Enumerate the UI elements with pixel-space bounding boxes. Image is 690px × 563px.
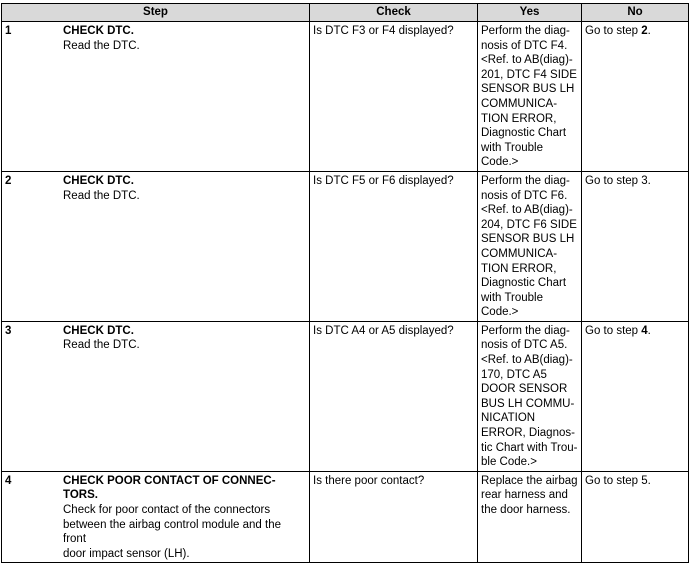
- no-prefix: Go to step: [585, 324, 642, 337]
- header-step: Step: [2, 4, 310, 22]
- step-title: CHECK DTC.: [63, 25, 134, 37]
- no-cell: [582, 171, 689, 321]
- step-number: 1: [5, 25, 12, 37]
- step-cell: [2, 22, 310, 172]
- step-title: CHECK POOR CONTACT OF CONNEC- TORS.: [63, 474, 276, 502]
- yes-cell: Replace the airbag rear harness and the door harness.: [478, 471, 582, 563]
- yes-cell: Perform the diag- nosis of DTC F4. <Ref. to AB(diag)- 201, DTC F4 SIDE SENSOR BUS LH COMMUNICA- TION ERROR, Diagnostic Chart with Trouble Code.>: [478, 22, 582, 172]
- no-step-link[interactable]: 4: [641, 324, 648, 337]
- header-row: [2, 4, 689, 22]
- no-suffix: .: [647, 174, 651, 187]
- table-row: [2, 471, 689, 563]
- step-number: 2: [5, 174, 12, 187]
- check-cell: Is DTC F5 or F6 displayed?: [310, 171, 478, 321]
- table-row: [2, 22, 689, 172]
- no-suffix: .: [647, 25, 651, 37]
- no-prefix: Go to step: [585, 174, 642, 187]
- table-row: [2, 321, 689, 471]
- step-number: 4: [5, 474, 12, 487]
- yes-cell: Perform the diag- nosis of DTC A5. <Ref. to AB(diag)- 170, DTC A5 DOOR SENSOR BUS LH COMMU- NICATION ERROR, Diagnos- tic Chart with Trou- ble Code.>: [478, 321, 582, 471]
- step-title: CHECK DTC.: [63, 324, 134, 337]
- step-cell: [2, 321, 310, 471]
- no-step-link[interactable]: 3: [641, 174, 648, 187]
- no-prefix: Go to step: [585, 25, 642, 37]
- no-cell: [582, 22, 689, 172]
- step-title: CHECK DTC.: [63, 174, 134, 187]
- step-description: Read the DTC.: [63, 339, 140, 352]
- yes-cell: Perform the diag- nosis of DTC F6. <Ref. to AB(diag)- 204, DTC F6 SIDE SENSOR BUS LH COMMUNICA- TION ERROR, Diagnostic Chart with Trouble Code.>: [478, 171, 582, 321]
- no-cell: [582, 471, 689, 563]
- step-description: Read the DTC.: [63, 189, 140, 202]
- no-cell: [582, 321, 689, 471]
- no-step-link[interactable]: 2: [641, 25, 648, 37]
- step-cell: [2, 471, 310, 563]
- table-row: [2, 171, 689, 321]
- step-description: Check for poor contact of the connectors between the airbag control module and the front door impact sensor (LH).: [63, 504, 282, 560]
- diagnostic-table: [1, 3, 689, 563]
- check-cell: Is there poor contact?: [310, 471, 478, 563]
- header-no: No: [582, 4, 689, 22]
- no-prefix: Go to step 5.: [585, 474, 651, 487]
- step-description: Read the DTC.: [63, 39, 140, 52]
- check-cell: Is DTC A4 or A5 displayed?: [310, 321, 478, 471]
- step-cell: [2, 171, 310, 321]
- header-yes: Yes: [478, 4, 582, 22]
- no-suffix: .: [647, 324, 651, 337]
- header-check: Check: [310, 4, 478, 22]
- check-cell: Is DTC F3 or F4 displayed?: [310, 22, 478, 172]
- step-number: 3: [5, 324, 12, 337]
